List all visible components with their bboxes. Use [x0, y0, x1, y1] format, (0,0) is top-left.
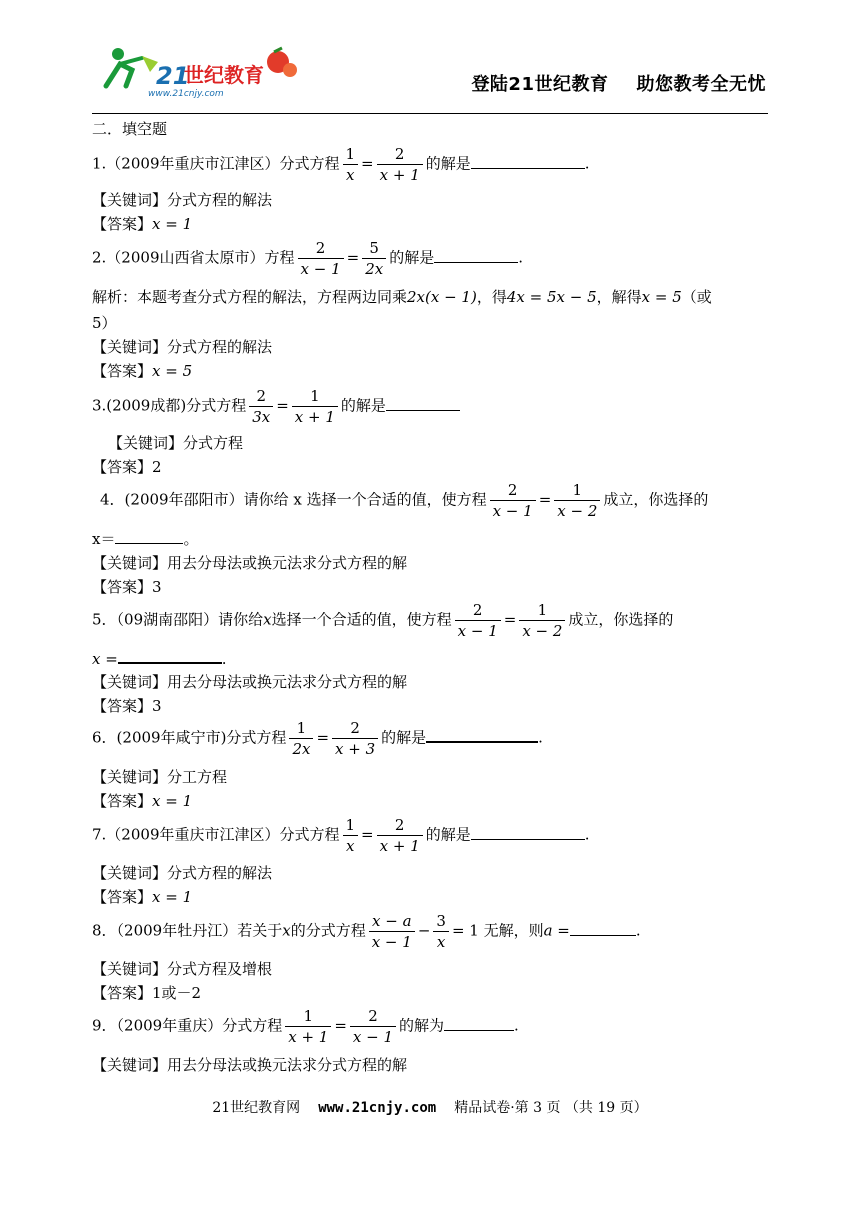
fraction: $\frac{2}{x - 1}$	[455, 600, 501, 641]
answer-1: 【答案】x = 1	[92, 215, 193, 233]
slogan-right: 助您教考全无忧	[636, 74, 766, 95]
header-slogan	[471, 70, 766, 96]
fraction: $\frac{1}{x}$	[343, 144, 359, 185]
question-5-line2: x = .	[92, 650, 227, 668]
fraction: $\frac{1}{2x}$	[289, 718, 313, 759]
fraction: $\frac{2}{x - 1}$	[298, 238, 344, 279]
answer-4: 【答案】3	[92, 578, 162, 596]
fraction: $\frac{1}{x + 1}$	[285, 1006, 331, 1047]
answer-5: 【答案】3	[92, 697, 162, 715]
page-footer	[0, 1097, 860, 1117]
fraction: $\frac{5}{2x}$	[362, 238, 386, 279]
page-header	[98, 40, 768, 112]
question-7: 7.（2009年重庆市江津区）分式方程 $\frac{1}{x}$ = $\frac{2}{x + 1}$ 的解是 .	[92, 816, 590, 855]
fraction: $\frac{1}{x + 1}$	[292, 386, 338, 427]
answer-blank	[386, 396, 460, 411]
fraction: $\frac{3}{x}$	[433, 911, 449, 952]
question-3: 3.(2009成都)分式方程 $\frac{2}{3x}$ = $\frac{1}{x + 1}$ 的解是	[92, 386, 460, 427]
question-2: 2.（2009山西省太原市）方程 $\frac{2}{x - 1}$ = $\frac{5}{2x}$ 的解是 .	[92, 239, 523, 278]
section-title: 二．填空题	[92, 120, 168, 138]
answer-3: 【答案】2	[92, 458, 162, 476]
answer-blank	[471, 825, 585, 840]
analysis-2-cont: 5）	[92, 314, 117, 332]
answer-6: 【答案】x = 1	[92, 792, 193, 810]
fraction: $\frac{1}{x}$	[343, 815, 359, 856]
fraction: $\frac{x - a}{x - 1}$	[369, 911, 415, 952]
answer-blank	[471, 154, 585, 169]
fraction: $\frac{2}{x - 1}$	[490, 480, 536, 521]
answer-2: 【答案】x = 5	[92, 362, 193, 380]
keyword-2: 【关键词】分式方程的解法	[92, 338, 273, 356]
question-6: 6．(2009年咸宁市)分式方程 $\frac{1}{2x}$ = $\frac{2}{x + 3}$ 的解是 .	[92, 719, 543, 758]
question-5: 5．（09湖南邵阳）请你给x选择一个合适的值，使方程 $\frac{2}{x - 1}$ = $\frac{1}{x - 2}$ 成立，你选择的	[92, 601, 674, 640]
slogan-left: 登陆21世纪教育	[471, 74, 609, 95]
question-4: 4．(2009年邵阳市）请你给 x 选择一个合适的值，使方程 $\frac{2}{x - 1}$ = $\frac{1}{x - 2}$ 成立，你选择的	[100, 481, 709, 520]
keyword-6: 【关键词】分工方程	[92, 768, 228, 786]
answer-blank	[115, 529, 183, 544]
keyword-9: 【关键词】用去分母法或换元法求分式方程的解	[92, 1056, 408, 1074]
answer-8: 【答案】1或－2	[92, 984, 202, 1002]
fraction: $\frac{2}{x + 1}$	[377, 144, 423, 185]
svg-text:www.21cnjy.com: www.21cnjy.com	[148, 89, 224, 99]
question-8: 8．（2009年牡丹江）若关于x的分式方程 $\frac{x - a}{x - 1}$ − $\frac{3}{x}$ = 1 无解，则a = .	[92, 912, 641, 951]
answer-blank	[444, 1016, 514, 1031]
keyword-7: 【关键词】分式方程的解法	[92, 864, 273, 882]
keyword-5: 【关键词】用去分母法或换元法求分式方程的解	[92, 673, 408, 691]
svg-text:世纪教育: 世纪教育	[184, 63, 264, 87]
svg-text:21: 21	[156, 62, 190, 90]
fraction: $\frac{2}{x + 3}$	[332, 718, 378, 759]
question-1: 1.（2009年重庆市江津区）分式方程 $\frac{1}{x}$ = $\frac{2}{x + 1}$ 的解是 .	[92, 145, 590, 184]
question-4-line2: x＝ 。	[92, 530, 199, 548]
fraction: $\frac{2}{3x}$	[249, 386, 273, 427]
answer-blank	[434, 248, 518, 263]
fraction: $\frac{1}{x - 2}$	[519, 600, 565, 641]
footer-page-info: 精品试卷·第 3 页 （共 19 页）	[454, 1100, 648, 1116]
answer-blank	[426, 727, 538, 743]
question-9: 9．（2009年重庆）分式方程 $\frac{1}{x + 1}$ = $\frac{2}{x - 1}$ 的解为 .	[92, 1007, 519, 1046]
keyword-8: 【关键词】分式方程及增根	[92, 960, 273, 978]
keyword-3: 【关键词】分式方程	[108, 434, 244, 452]
analysis-2: 解析：本题考查分式方程的解法，方程两边同乘2x(x − 1)，得4x = 5x − 5，解得x = 5（或	[92, 288, 712, 306]
fraction: $\frac{1}{x - 2}$	[554, 480, 600, 521]
keyword-4: 【关键词】用去分母法或换元法求分式方程的解	[92, 554, 408, 572]
answer-blank	[118, 648, 222, 664]
fraction: $\frac{2}{x + 1}$	[377, 815, 423, 856]
header-rule	[92, 113, 768, 114]
fraction: $\frac{2}{x - 1}$	[350, 1006, 396, 1047]
footer-url: www.21cnjy.com	[318, 1100, 437, 1116]
answer-7: 【答案】x = 1	[92, 888, 193, 906]
footer-site-name: 21世纪教育网	[212, 1100, 301, 1116]
keyword-1: 【关键词】分式方程的解法	[92, 191, 273, 209]
answer-blank	[570, 921, 636, 936]
site-logo	[98, 40, 298, 100]
